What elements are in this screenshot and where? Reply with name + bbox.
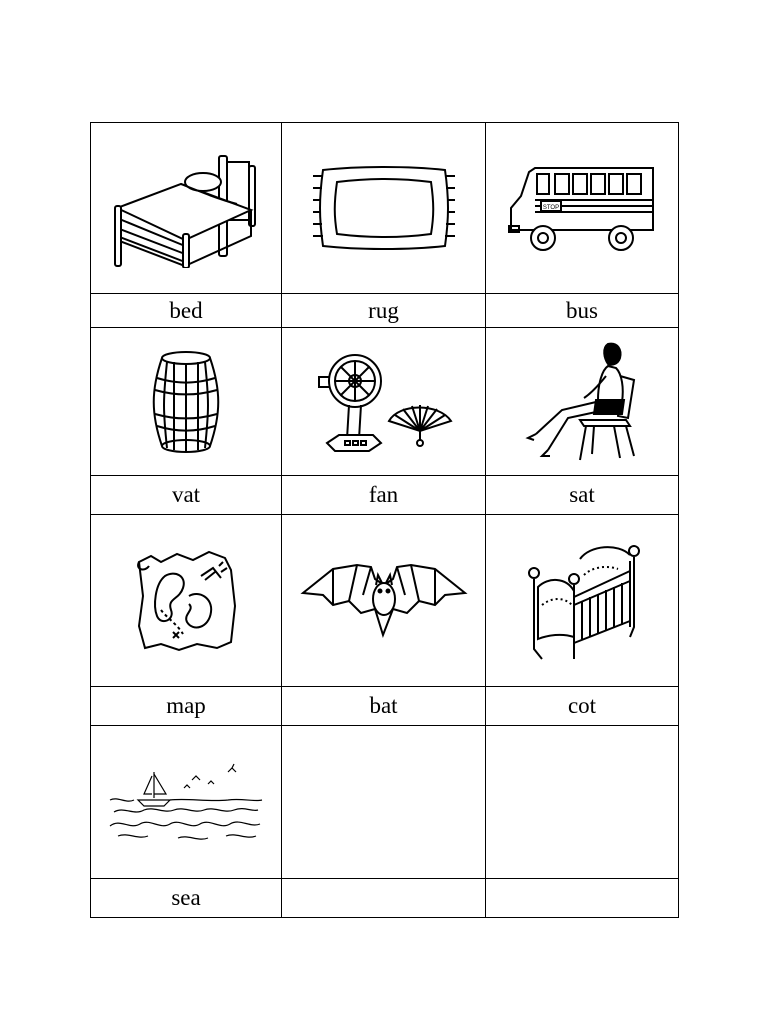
word-label: bus bbox=[566, 297, 598, 323]
card-map-label-cell bbox=[91, 687, 282, 726]
bus-icon bbox=[507, 160, 657, 256]
word-label: sat bbox=[569, 482, 595, 507]
card-bed-picture bbox=[91, 123, 282, 294]
card-fan-picture bbox=[282, 328, 486, 476]
card-fan-label-cell bbox=[282, 476, 486, 515]
card-cot-label-cell bbox=[486, 687, 679, 726]
word-label: fan bbox=[368, 482, 399, 507]
word-label: vat bbox=[171, 482, 201, 507]
crib-icon bbox=[522, 539, 642, 663]
card-sat-label-cell bbox=[486, 476, 679, 515]
word-label: bed bbox=[169, 297, 203, 323]
fan-icon bbox=[309, 347, 459, 457]
card-rug-label-cell bbox=[282, 294, 486, 328]
word-label: bat bbox=[369, 693, 398, 718]
card-bat-picture bbox=[282, 515, 486, 687]
sailboat-sea-icon bbox=[108, 760, 264, 844]
stop-sign-text: STOP bbox=[542, 205, 560, 211]
word-label: map bbox=[166, 693, 206, 718]
card-cot-picture bbox=[486, 515, 679, 687]
card-map-picture bbox=[91, 515, 282, 687]
card-vat-label-cell bbox=[91, 476, 282, 515]
word-label: rug bbox=[368, 297, 399, 323]
sitting-woman-icon bbox=[522, 340, 642, 464]
card-vat-picture bbox=[91, 328, 282, 476]
word-card-grid bbox=[90, 122, 679, 918]
card-bus-label-cell bbox=[486, 294, 679, 328]
card-sat-picture bbox=[486, 328, 679, 476]
card-sea-picture bbox=[91, 726, 282, 879]
word-label: cot bbox=[567, 693, 597, 718]
empty-label-cell bbox=[486, 879, 679, 918]
card-bed-label-cell bbox=[91, 294, 282, 328]
card-sea-label-cell bbox=[91, 879, 282, 918]
card-bus-picture bbox=[486, 123, 679, 294]
empty-label-cell bbox=[282, 879, 486, 918]
word-label: sea bbox=[171, 885, 201, 910]
treasure-map-icon bbox=[131, 546, 241, 656]
card-bat-label-cell bbox=[282, 687, 486, 726]
card-rug-picture bbox=[282, 123, 486, 294]
barrel-icon bbox=[151, 350, 221, 454]
bat-icon bbox=[299, 559, 469, 643]
empty-picture-cell bbox=[282, 726, 486, 879]
bed-icon bbox=[111, 148, 261, 268]
empty-picture-cell bbox=[486, 726, 679, 879]
rug-icon bbox=[309, 158, 459, 258]
